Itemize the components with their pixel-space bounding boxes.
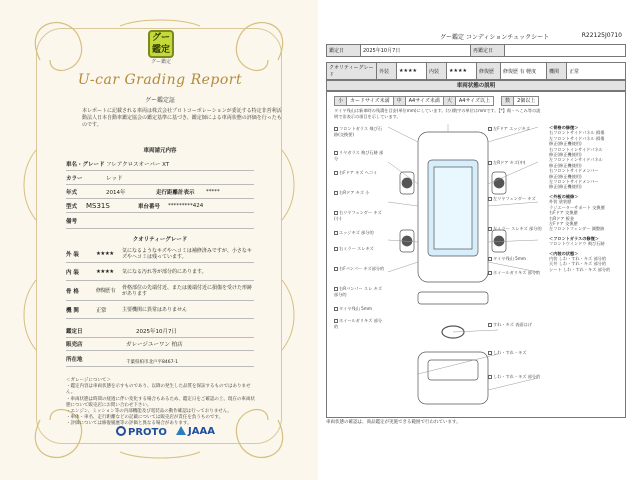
callout-l-mirror: 左ミラー スレキズ 部分的 (488, 226, 544, 232)
vehicle-name-row: 車名・グレード フレアクロスオーバー XT (66, 157, 254, 171)
grading-certificate (0, 0, 318, 480)
proto-logo: PROTO (116, 426, 167, 438)
certificate-heading: グー鑑定証 (144, 97, 175, 104)
address-row: 所在地 千葉県柏市北戸平8467-1 (66, 351, 254, 367)
goo-kantei-badge-icon: グー鑑定 (148, 30, 174, 58)
repair-details-column: ＜骨格の修復＞ 右フロントサイドパネル 損傷 左フロントサイドパネル 損傷 修正(修正機使用) 右フロントインサイドパネル 修正(修正機使用) 左フロントインサイドパネル 修正(修正機使用) 右フロントサイドメンバー 修正(修正機使用) 左フロントサイドメンバー 修正(修正機使用) ＜外板の補修＞ 外装 塗装歴 ラジエーターサポート 交換歴 右Fドア 交換歴 右Rドア 板金 左Fドア 交換歴 左フロントフェンダー 調整跡 ＜フロントガラスの修復＞ フロントウインドウ 飛び石跡 ＜内装の状態＞ 内装 しわ・すれ・キズ 部分的 天井 しわ・すれ・キズ 部分的 シート しわ・すれ・キズ 部分的 (549, 125, 611, 272)
callout-r-front-door: 右Fドア キズ ヘコミ (334, 170, 386, 176)
vehicle-name: フレアクロスオーバー XT (106, 161, 170, 168)
grade-row-interior: 内 装 ★★★★ 気になる汚れ等が部分的にあります。 (66, 263, 254, 281)
callout-l-wheel: ホイールガリキズ 部分的 (488, 270, 544, 276)
certificate-title: U-car Grading Report (77, 72, 243, 88)
dealer-address: 千葉県柏市北戸平8467-1 (126, 360, 178, 365)
callout-edge-scratch: エッジキズ 部分的 (334, 230, 386, 236)
grade-row-exterior: 外 装 ★★★★ 気になるようなキズやヘコミは補修済みですが、小さなキズやヘコミは残っています。 (66, 245, 254, 263)
dealer-row: 販売店 ガレージユーワン 柏店 (66, 338, 254, 351)
vehicle-year: 2014年 (106, 189, 126, 196)
callout-r-wheel: ホイールガリキズ 部分的 (334, 318, 383, 329)
dealer-name: ガレージユーワン 柏店 (126, 342, 183, 348)
star-rating: ★★★★ (96, 250, 114, 257)
callout-seat-rear: しわ・すれ・キズ 部分的 (488, 374, 544, 380)
sheet-footer: 車両状態の確認は、商品鑑定が実施できる範囲で行われています。 (326, 420, 461, 425)
vehicle-year-row: 年式 2014年 走行距離計表示 ***** (66, 185, 254, 199)
meta-table-dates: 鑑定日 2025年10月7日 再鑑定日 (326, 44, 626, 57)
vehicle-color: レッド (106, 175, 123, 182)
callout-r-rear-door: 右Rドア キズ 小 (334, 190, 386, 196)
callout-seat-front: しわ・すれ・キズ (488, 350, 544, 356)
callout-l-front-door: 左Fドア エッジキズ (488, 126, 544, 132)
sheet-title: グー鑑定 コンディションチェックシート (440, 34, 550, 41)
callout-r-tire: タイヤ残山 5mm (334, 306, 386, 312)
vehicle-remarks-row: 備考 (66, 213, 254, 229)
callout-r-front-bumper: 右Fバンパー キズ部分的 (334, 266, 386, 272)
callout-r-mirror: 右ミラー スレキズ (334, 246, 386, 252)
callout-l-tire: タイヤ残山 5mm (488, 256, 544, 262)
vehicle-mileage: ***** (206, 188, 220, 195)
inspection-date-row: 鑑定日 2025年10月7日 (66, 324, 254, 338)
certificate-notes: ＜ガレージについて＞ ・鑑定内容は車両状態を示すものであり、以降の発生した品質を保証するものではありません。 ・車両状態は時間の経過に伴い変化する場合もあるため、鑑定日をご確認の上、現在の車両状態について販売店にお問い合わせ下さい。 ・エンジン、ミッション等の内部機能及び電装品の動作確認は行っておりません。 ・車体・車名、走行距離などの記載については販売店が責任を負うものです。 ・評価については修復履歴等の評価と異なる場合があります。 (66, 378, 255, 427)
sheet-code: R22125J0710 (581, 32, 622, 39)
badge-caption: グー鑑定 (150, 59, 171, 65)
star-rating: ★★★★ (96, 268, 114, 275)
grade-row-engine: 機 関 正常 主要機関に異常はありません (66, 301, 254, 319)
vehicle-section-title: 車両請元内容 (143, 148, 177, 154)
callout-r-rear-fender: 右リヤフェンダー キズ(小) (334, 210, 382, 221)
sheet-inspection-date: 2025年10月7日 (361, 45, 471, 57)
callout-front-glass: フロントガラス 飛び石跡(交換要) (334, 126, 382, 137)
inspection-date: 2025年10月7日 (136, 328, 177, 335)
callout-l-rear-door: 左Rドア キズ(中) (488, 160, 544, 166)
size-legend: 小 カードサイズ未満 中 A4サイズ未満 大 A4サイズ以上 数 2個以上 (334, 96, 538, 106)
meta-table-grades: クオリティーグレード 外装 ★★★★ 内装 ★★★★ 修復歴 修復歴 有 軽度 機関 正常 (326, 62, 626, 80)
legend-note: タイヤ残山は新車時の残溝を目安(単位mm)にしています。(ひ)数字の単位はmmです。【*】傷・へこみ等の説明で非表示の項目を示しています。 (334, 108, 541, 119)
callout-r-rear-bumper: 右Rバンパー スレ キズ 部分的 (334, 286, 382, 297)
vehicle-model: MS31S (86, 201, 110, 210)
grade-row-frame: 骨 格 修復歴 有 骨格部位の先端付近、または後端付近に損傷を受けた形跡があります (66, 281, 254, 301)
jaaa-logo: JAAA (176, 426, 215, 437)
certificate-intro: 本レポートに記載される車両は株式会社プロトコーポレーションが委託する特定非営利活動法人日本自動車鑑定協会の鑑定基準に基づき、鑑定師による車両状態の評価を行ったものです。 (82, 108, 282, 128)
grade-section-title: クオリティーグレード (132, 237, 188, 243)
vehicle-chassis: *********424 (168, 202, 204, 209)
callout-l-rear-fender: 左リヤフェンダー キズ (488, 196, 544, 202)
callout-rear-glass: リヤガラス 飛び石跡 部分 (334, 150, 384, 161)
vehicle-model-row: 型式 MS31S 車台番号 *********424 (66, 199, 254, 213)
diagram-title: 車両状態の説明 (326, 80, 626, 91)
callout-steering: すれ・キズ 表面はげ (488, 322, 544, 328)
vehicle-color-row: カラー レッド (66, 171, 254, 185)
